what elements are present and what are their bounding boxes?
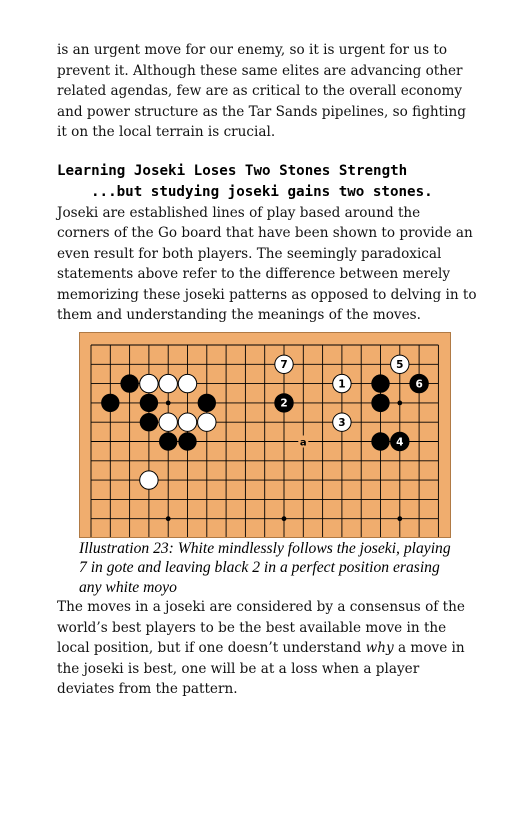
hoshi-point — [282, 516, 287, 521]
move-number-label: 2 — [280, 397, 288, 410]
black-stone — [159, 432, 177, 450]
white-stone — [178, 413, 196, 431]
black-stone — [140, 413, 158, 431]
section-heading: Learning Joseki Loses Two Stones Strength — [57, 163, 408, 179]
white-stone — [140, 374, 158, 392]
white-stone — [140, 471, 158, 489]
paragraph-2-lead: ...but studying joseki gains two stones. — [91, 184, 433, 200]
black-stone — [371, 374, 389, 392]
black-stone — [101, 394, 119, 412]
paragraph-3 — [57, 597, 477, 700]
black-stone — [198, 394, 216, 412]
move-number-label: 5 — [396, 359, 404, 372]
move-number-label: 6 — [415, 378, 423, 391]
black-stone — [178, 432, 196, 450]
black-stone — [140, 394, 158, 412]
white-stone — [198, 413, 216, 431]
point-marker-label: a — [299, 437, 307, 449]
move-number-label: 3 — [338, 417, 346, 429]
white-stone — [159, 374, 177, 392]
hoshi-point — [397, 516, 402, 521]
paragraph-2 — [57, 182, 477, 326]
move-number-label: 1 — [338, 378, 346, 391]
go-diagram — [79, 332, 451, 538]
move-number-label: 4 — [396, 436, 404, 449]
hoshi-point — [397, 401, 402, 406]
paragraph-1: is an urgent move for our enemy, so it is urgent for us to prevent it. Although these same elites are advancing other related agendas, few are as critical to the overall economy and power structure as the Tar Sands pipelines, so fighting it on the local terrain is crucial. — [57, 42, 466, 140]
paragraph-2-text: Joseki are established lines of play based around the corners of the Go board that have been shown to provide an even result for both players. The seemingly paradoxical statements above refer to the difference between merely memorizing these joseki patterns as opposed to delving in to them and understanding the meanings of the moves. — [57, 204, 477, 323]
white-stone — [178, 374, 196, 392]
hoshi-point — [166, 516, 171, 521]
black-stone — [120, 374, 138, 392]
move-number-label: 7 — [280, 359, 288, 372]
paragraph-3-after: a move in the joseki is best, one will be at a loss when a player deviates from the pattern. — [57, 640, 465, 697]
illustration-caption: Illustration 23: White mindlessly follows the joseki, playing 7 in gote and leaving black 2 in a perfect position erasing any white moyo — [79, 540, 451, 596]
white-stone — [159, 413, 177, 431]
paragraph-3-before: The moves in a joseki are considered by a consensus of the world’s best players to be the best available move in the local position, but if one doesn’t understand — [57, 599, 465, 656]
paragraph-3-emphasis: why — [365, 640, 394, 656]
hoshi-point — [166, 401, 171, 406]
black-stone — [371, 394, 389, 412]
go-board — [80, 333, 451, 538]
black-stone — [371, 432, 389, 450]
